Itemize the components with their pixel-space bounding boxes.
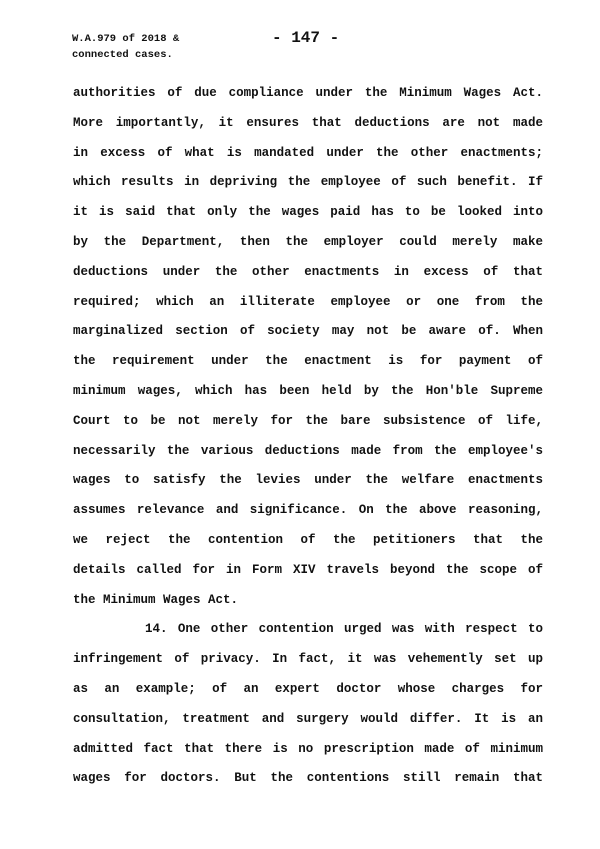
text-line: authorities of due compliance under the Minimum Wages Act. [73, 86, 543, 100]
text-line: consultation, treatment and surgery would differ. It is an [73, 711, 543, 726]
paragraph-14-first-line: 14. One other contention urged was with respect to [145, 622, 543, 637]
text-line: as an example; of an expert doctor whose charges for [73, 681, 543, 696]
text-line: by the Department, then the employer could merely make [73, 234, 543, 249]
text-line: details called for in Form XIV travels beyond the scope of [73, 562, 543, 577]
text-line: required; which an illiterate employee or one from the [73, 294, 543, 309]
text-line: infringement of privacy. In fact, it was vehemently set up [73, 652, 543, 667]
text-line: wages to satisfy the levies under the welfare enactments [73, 473, 543, 488]
text-line: admitted fact that there is no prescription made of minimum [73, 741, 543, 756]
text-line: wages for doctors. But the contentions still remain that [73, 771, 543, 786]
text-line: minimum wages, which has been held by the Hon'ble Supreme [73, 383, 543, 398]
text-line: which results in depriving the employee of such benefit. If [73, 175, 543, 190]
case-reference [72, 31, 179, 63]
text-line: More importantly, it ensures that deductions are not made [73, 115, 543, 130]
case-reference-line-1: W.A.979 of 2018 & [72, 33, 180, 45]
text-line: the requirement under the enactment is for payment of [73, 354, 543, 369]
text-line: we reject the contention of the petitioners that the [73, 532, 543, 547]
paragraph-last-line: the Minimum Wages Act. [73, 592, 239, 607]
text-line: marginalized section of society may not be aware of. When [73, 324, 543, 339]
body-text [73, 79, 543, 794]
text-line: deductions under the other enactments in excess of that [73, 264, 543, 279]
text-line: necessarily the various deductions made from the employee's [73, 443, 543, 458]
text-line: Court to be not merely for the bare subsistence of life, [73, 413, 543, 428]
case-reference-line-2: connected cases. [72, 49, 173, 61]
text-line: it is said that only the wages paid has to be looked into [73, 205, 543, 220]
page-number: - 147 - [272, 29, 340, 47]
text-line: assumes relevance and significance. On the above reasoning, [73, 503, 543, 518]
text-line: in excess of what is mandated under the other enactments; [73, 145, 543, 160]
